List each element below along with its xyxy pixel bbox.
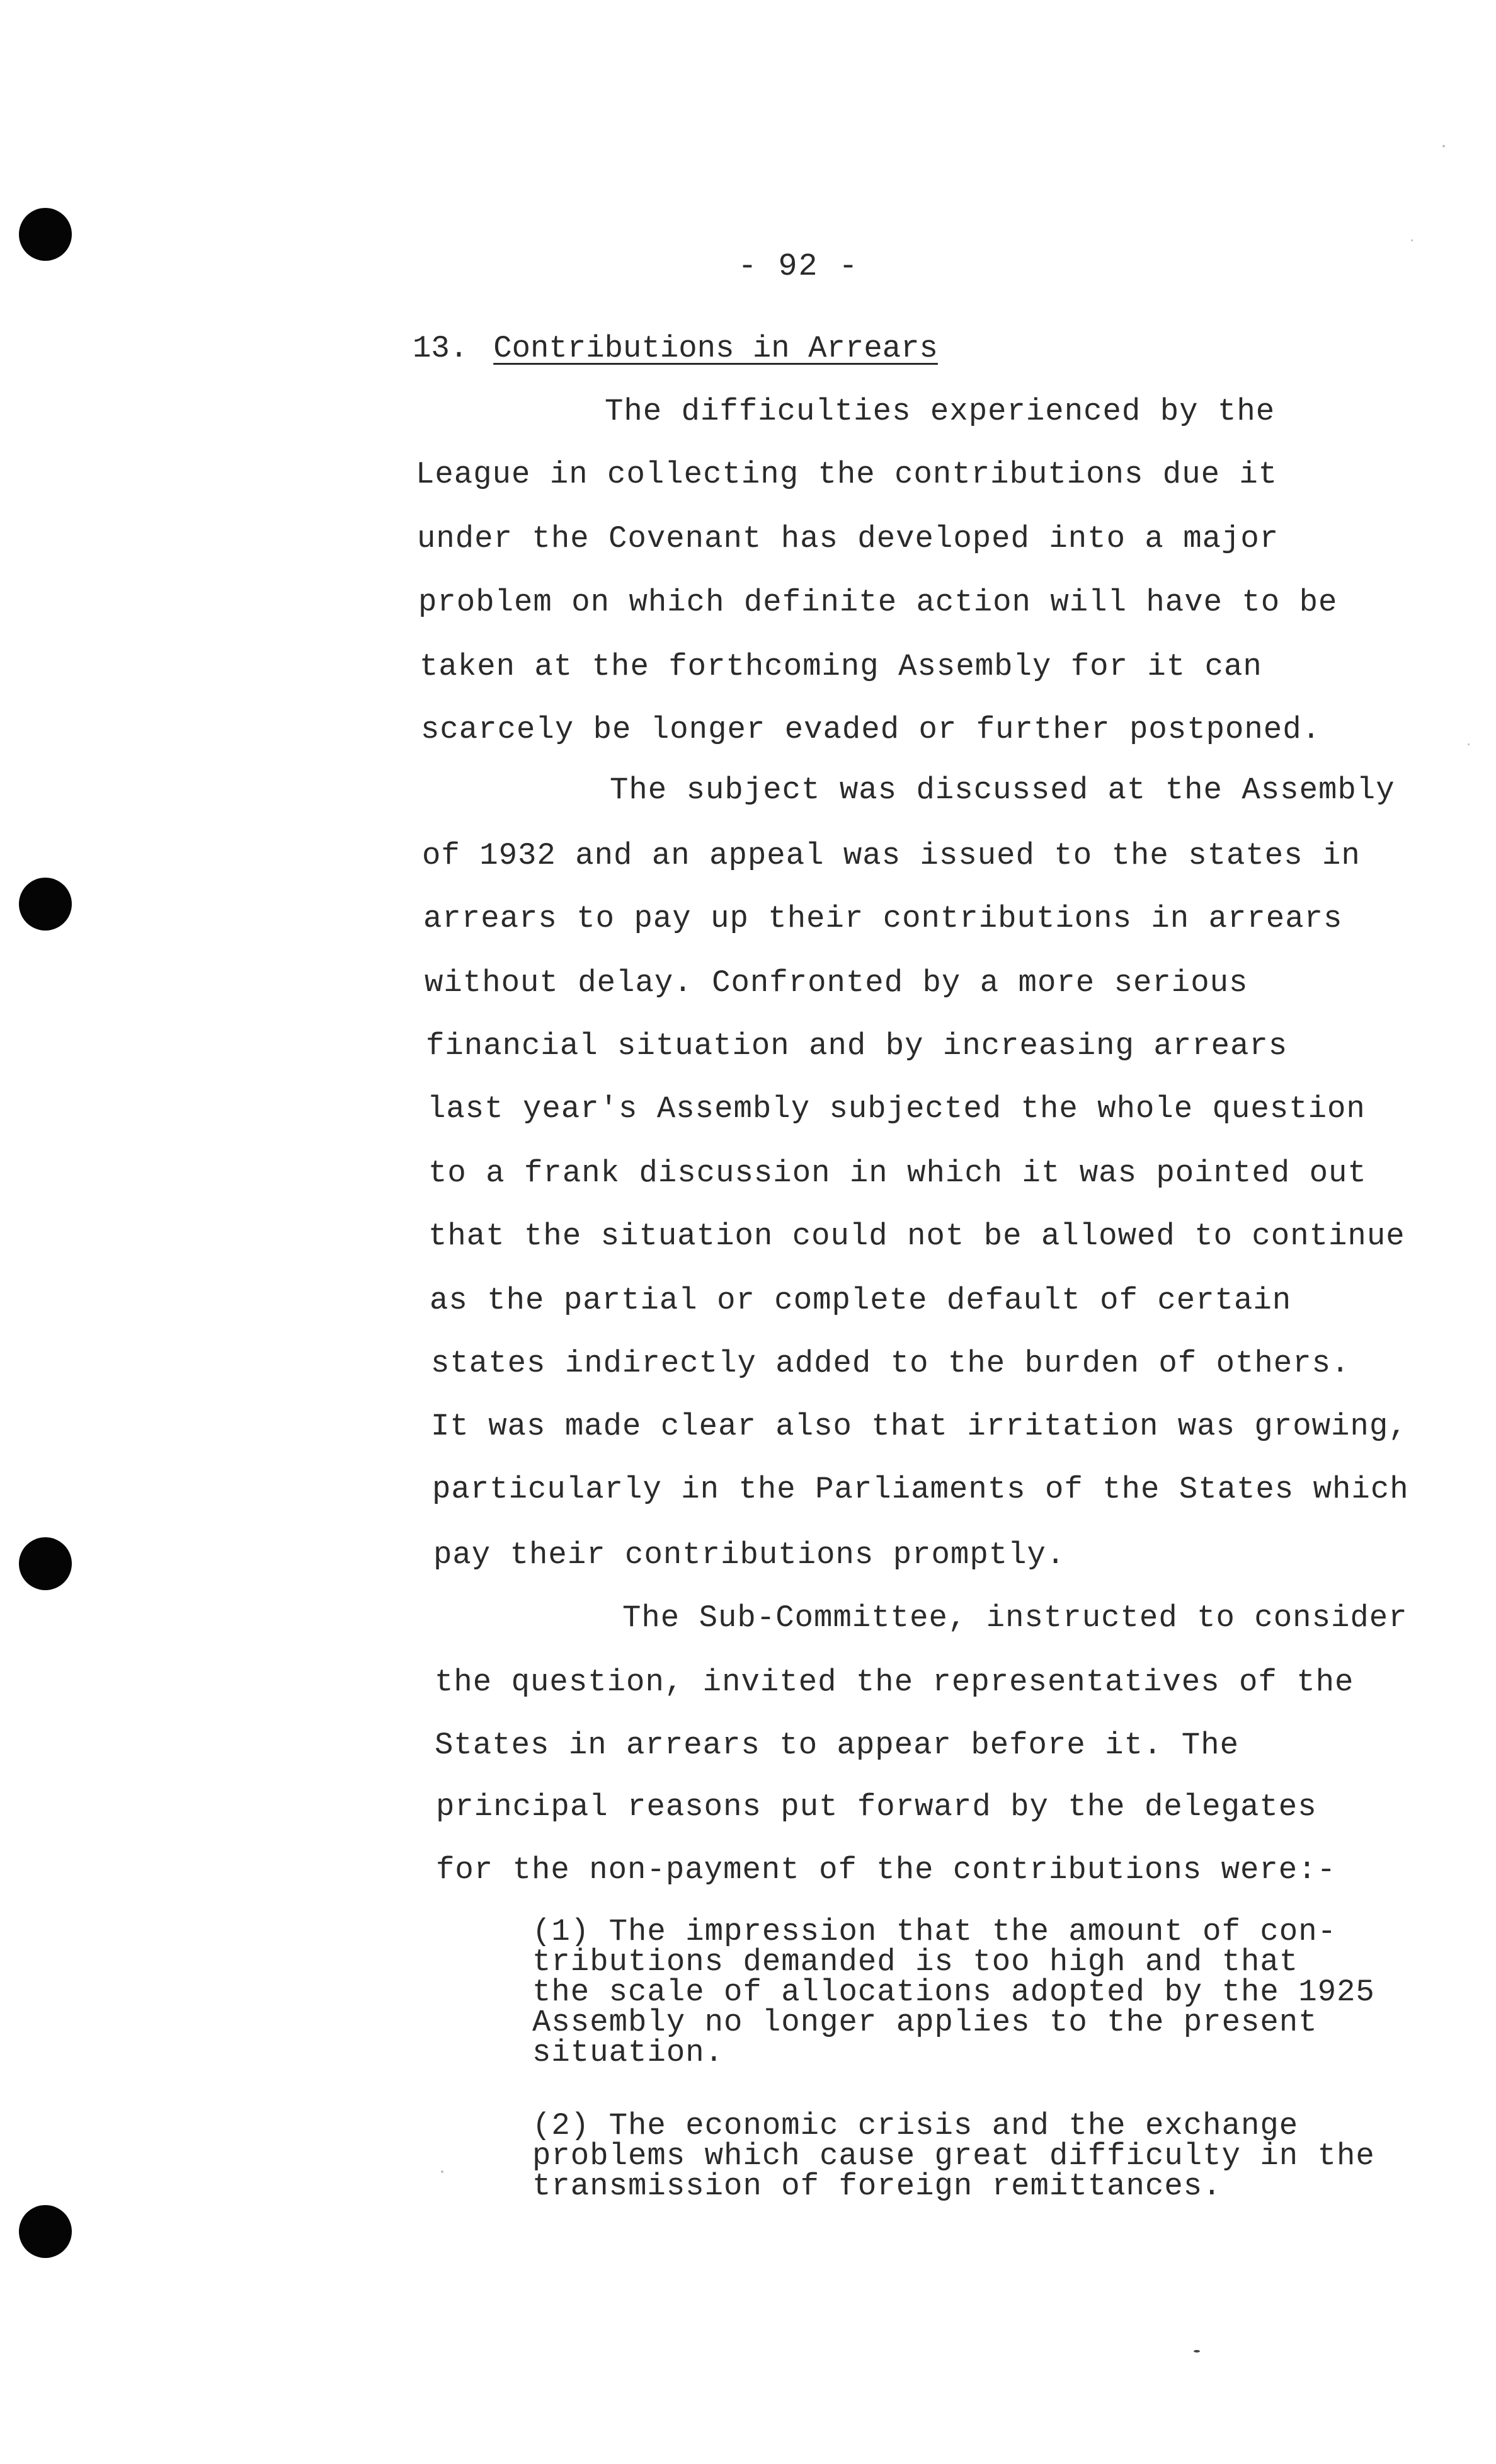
text-line: The Sub-Committee, instructed to consider (622, 1600, 1408, 1636)
text-line: the question, invited the representatives of the (435, 1665, 1354, 1700)
text-line: problem on which definite action will have to be (418, 585, 1338, 620)
text-line: The subject was discussed at the Assembly (610, 772, 1395, 808)
text-line: particularly in the Parliaments of the States which (432, 1472, 1409, 1507)
punch-hole (19, 878, 72, 931)
text-line: without delay. Confronted by a more serious (425, 965, 1248, 1000)
text-line: arrears to pay up their contributions in arrears (423, 901, 1343, 936)
text-line: (1) The impression that the amount of con- (532, 1914, 1337, 1949)
text-line: under the Covenant has developed into a major (417, 521, 1279, 556)
text-line: (2) The economic crisis and the exchange (532, 2108, 1299, 2143)
text-line: as the partial or complete default of certain (430, 1283, 1292, 1318)
text-line: that the situation could not be allowed to continue (428, 1218, 1405, 1254)
scan-speck (441, 2170, 443, 2173)
text-line: last year's Assembly subjected the whole question (427, 1091, 1366, 1126)
text-line: financial situation and by increasing arrears (426, 1028, 1288, 1063)
text-line: Assembly no longer applies to the present (532, 2005, 1318, 2040)
punch-hole (19, 1537, 72, 1590)
text-line: situation. (532, 2035, 724, 2070)
text-line: problems which cause great difficulty in the (532, 2138, 1375, 2174)
text-line: pay their contributions promptly. (433, 1537, 1066, 1573)
punch-hole (19, 2205, 72, 2258)
section-heading (413, 331, 938, 366)
scan-speck (1442, 145, 1445, 147)
page-number: - 92 - (738, 249, 859, 285)
text-line: The difficulties experienced by the (605, 394, 1276, 429)
section-title: Contributions in Arrears (493, 331, 938, 366)
scan-speck (1468, 743, 1470, 745)
section-number: 13. (413, 331, 469, 366)
scan-speck (1194, 2350, 1200, 2352)
text-line: tributions demanded is too high and that (532, 1944, 1299, 1980)
text-line: the scale of allocations adopted by the 1925 (532, 1974, 1375, 2010)
scan-speck (1411, 239, 1413, 241)
text-line: principal reasons put forward by the delegates (436, 1789, 1317, 1825)
text-line: scarcely be longer evaded or further postponed. (421, 712, 1322, 747)
text-line: for the non-payment of the contributions were:- (436, 1852, 1337, 1888)
text-line: transmission of foreign remittances. (532, 2169, 1222, 2204)
text-line: taken at the forthcoming Assembly for it can (420, 649, 1262, 684)
text-line: of 1932 and an appeal was issued to the states in (422, 838, 1361, 873)
text-line: States in arrears to appear before it. The (435, 1728, 1240, 1763)
text-line: League in collecting the contributions due it (416, 457, 1278, 492)
reason-item (532, 2108, 1375, 2204)
reason-item (532, 1914, 1375, 2070)
text-line: to a frank discussion in which it was pointed out (428, 1155, 1367, 1191)
text-line: It was made clear also that irritation was growing, (431, 1409, 1408, 1444)
text-line: states indirectly added to the burden of others. (431, 1346, 1350, 1381)
